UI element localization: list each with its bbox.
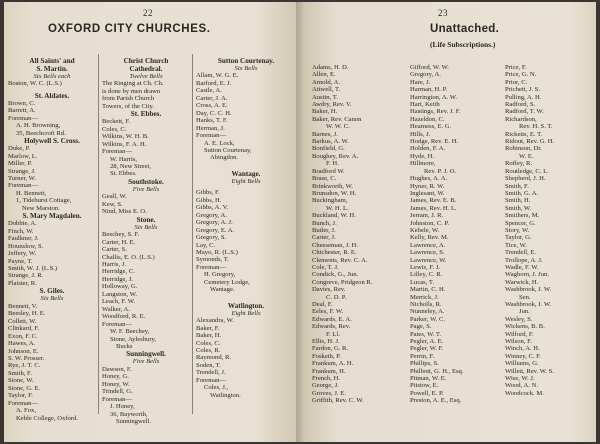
member-entry: Willett, Rev. W. S. [505,367,554,375]
member-entry: Philbott, G. H., Esq. [410,367,464,375]
member-entry: Wilford, F. [505,330,534,338]
left-page [4,2,300,442]
ringer-entry: H. Bennett, [16,189,47,197]
ringer-entry: Walker, A. [102,305,130,313]
member-entry: Pulling, A. H. [505,93,542,101]
ringer-entry: Castle, A. [196,87,222,95]
member-entry: Pitman, W. E. [410,375,447,383]
ringer-entry: Honey, G. [102,373,129,381]
church-heading: Sutton Courtenay. [217,57,275,65]
ringer-entry: Bucks [116,342,133,350]
ringer-entry: Coles, C. [196,339,221,347]
member-entry: Buckingham, [312,197,348,205]
member-entry: Trendell, E. [505,249,537,257]
member-entry: Martin, C. H. [410,286,446,294]
ringer-entry: Payne, T. [8,257,33,265]
ringer-entry: A. Fox, [16,407,36,415]
ringer-entry: Faulkner, J. [8,235,39,243]
ringer-entry: Herman, J. [196,124,225,132]
ringer-entry: Marlow, L. [8,152,38,160]
member-entry: James, Rev. E. B. [410,197,457,205]
member-entry: Baker, Rev. Canon [312,115,362,123]
ringer-entry: Stone, W. [8,377,34,385]
ringer-entry: Dawson, F. [102,365,132,373]
page-number: 22 [143,8,153,18]
ringer-entry: Boston, W. C. (L.S.) [8,80,62,88]
member-entry: Story, W. [505,226,530,234]
church-heading: Sunningwell. [126,350,166,359]
member-entry: Eeles, F. W. [312,308,344,316]
member-entry: Woodcock. M. [505,389,544,397]
member-entry: Ricketts, E. T. [505,130,543,138]
member-entry: Hare, J. [410,78,431,86]
ringer-entry: from Parish Church [102,95,155,103]
ringer-entry: Clinkard, F. [8,325,40,333]
member-entry: Harman, H. P. [410,86,448,94]
ringer-entry: Hounslow, S. [8,242,44,250]
member-entry: Hills, J. [410,130,431,138]
ringer-entry: Cross, A. E. [196,102,228,110]
ringer-entry: Holloway, G. [102,283,138,291]
church-heading: S. Mary Magdalen. [22,212,82,221]
member-entry: Congreve, Pridgeon R. [312,278,373,286]
member-entry: Pegler, A. E. [410,338,444,346]
ringer-entry: Beesley, H. E. [8,310,46,318]
member-entry: Waghorn, J. Jun. [505,271,549,279]
member-entry: Fosketh, P. [312,352,341,360]
bells-note: Six Bells [40,295,64,303]
column-divider [98,54,99,414]
ringer-entry: Duke, P. [8,145,31,153]
member-entry: Smith, F. [505,182,529,190]
member-entry: Edwards, E. A. [312,315,352,323]
ringer-entry: Beechey, S. F. [102,231,140,239]
ringer-entry: Strange, J. [8,167,36,175]
member-entry: Hastings, Rev. J. F. [410,108,461,116]
member-entry: Robinson, Dr. [505,145,542,153]
ringer-entry: is done by men drawn [102,87,161,95]
member-entry: Edwards, Rev. [312,323,351,331]
member-entry: Wesley, S. [505,315,533,323]
member-entry: Smith, H. [505,197,531,205]
church-heading: All Saints' and [29,57,75,65]
member-entry: French, H. [312,375,341,383]
ringer-entry: Wilkins, F. A. H. [102,140,147,148]
member-entry: Condick, G., Jun. [312,271,359,279]
bells-note: Six Bells [234,65,258,72]
ringer-entry: New Marston. [22,204,60,212]
ringer-entry: Strange, J. R. [8,272,44,280]
ringer-entry: Langston, W. [102,290,137,298]
ringer-entry: Carter, J. A. [196,94,228,102]
member-entry: Johnston, C. P. [410,219,450,227]
bells-note: Eight Bells [231,177,261,185]
ringer-entry: Foreman— [8,114,39,122]
member-entry: Trollope, A. J. [505,256,543,264]
ringer-entry: Towers, of the City. [102,102,155,110]
member-entry: C. D. P. [326,293,347,301]
ringer-entry: Brown, C. [8,99,36,107]
member-entry: Winch, A. H. [505,345,540,353]
ringer-entry: Coles, J., [204,384,229,392]
ringer-entry: Keble College, Oxford. [16,414,78,422]
ringer-entry: Woodford, R. E. [102,313,146,321]
member-entry: Hodge, Rev. E. H. [410,138,459,146]
ringer-entry: 35, Beechcroft Rd. [16,129,66,137]
ringer-entry: 28, New Street, [110,162,152,170]
ringer-entry: Harris, J. [102,260,126,268]
ringer-entry: Stone, Aylesbury, [110,335,157,343]
member-column-1 [312,64,400,405]
ringer-entry: Foreman— [8,182,39,190]
ringer-entry: Herridge, C. [102,268,135,276]
ringer-entry: Trindell, G. [102,388,133,396]
member-entry: Jerram, J. R. [410,212,444,220]
member-column-2 [410,64,500,405]
member-entry: Brunsdon, W. H. [312,189,357,197]
church-heading: Stone. [136,215,156,224]
member-entry: Williams, G. [505,360,539,368]
ringer-entry: Carter, S. [102,246,127,254]
member-column-3 [505,64,593,397]
bells-note: Five Bells [132,358,160,366]
ringer-entry: Foreman— [196,263,227,271]
ringer-entry: Carter, H. E. [102,238,136,246]
member-entry: Taylor, G. [505,234,532,242]
bells-note: Twelve Bells [129,73,163,80]
member-entry: Hazeldon, C. [410,115,445,123]
ringer-entry: Honey, W. [102,380,130,388]
ringer-entry: Baker, H. [196,332,222,340]
member-entry: W. H. L. [326,204,349,212]
ringer-entry: H. Gregory, [204,271,236,279]
ringer-entry: Turner, W. [8,174,36,182]
member-entry: James, Rev. H. L. [410,204,457,212]
member-entry: Price, G. N. [505,71,537,79]
member-entry: W. E. [519,152,534,160]
member-entry: Lawrence, S. [410,249,445,257]
member-entry: Roffey, R. [505,160,533,168]
right-page [300,2,596,442]
ringer-entry: Barford, E. J. [196,79,232,87]
member-entry: Shepherd, J. H. [505,175,546,183]
ringer-entry: S. W. Prosser. [8,354,45,362]
member-entry: Gifford, W. W. [410,64,449,71]
ringer-entry: Hawes, A. [8,340,36,348]
ringer-entry: Challis, E. O. (L.S.) [102,253,155,261]
member-entry: Wadle, F. W. [505,263,539,271]
member-entry: Butler, J. [312,226,336,234]
ringer-entry: Watlington. [210,391,241,399]
church-heading: St. Aldates. [34,91,70,100]
church-column-2 [102,57,190,425]
member-entry: Griffith, Rev. C. W. [312,397,364,405]
member-entry: Pates, W. T. [410,330,442,338]
ringer-entry: Gregory, A. J. [196,219,233,227]
church-heading: Watlington. [227,301,265,310]
bells-note: Six Bells each [33,73,71,80]
page-subtitle: (Life Subscriptions.) [430,40,496,49]
ringer-entry: Day, C. C. H. [196,109,232,117]
church-heading: Cathedral. [129,65,163,73]
ringer-entry: Sutton Courtenay, [204,146,252,154]
ringer-entry: Rye, J. T. C. [8,362,41,370]
ringer-entry: Nind, Miss E. O. [102,208,147,216]
member-entry: Cole, T. J. [312,263,339,271]
ringer-entry: Mayo, R. (L.S.) [196,248,238,256]
member-entry: Davies, Rev. [312,286,346,294]
ringer-entry: 36, Bayworth, [110,410,148,418]
ringer-entry: Foreman— [196,132,227,140]
church-heading: Holywell S. Cross. [24,137,80,146]
member-entry: Warwick, H. [505,278,539,286]
member-entry: Cheeseman, J. H. [312,241,358,249]
ringer-entry: Geall, W. [102,193,127,201]
member-entry: Nicholls, R. [410,301,442,308]
church-heading: Southstoke. [128,177,164,186]
member-entry: Pegler, W. F. [410,345,444,353]
ringer-entry: Foreman— [102,148,133,156]
member-entry: Fardon, G. R. [312,345,349,353]
ringer-entry: A. E. Lock, [204,139,235,147]
ringer-entry: J. Honey, [110,403,135,411]
ringer-entry: Gibbs, A. V. [196,204,229,212]
member-entry: Rev. P. J. O. [424,167,456,175]
ringer-entry: Smith, F. [8,369,32,377]
member-entry: F. Ll. [326,330,340,338]
member-entry: Awdry, Rev. V. [312,101,352,109]
ringer-entry: Barrett, A. [8,107,36,115]
member-entry: Spencer, G. [505,219,536,227]
member-entry: Wise, W. J. [505,375,535,383]
member-entry: Arnold, A. [312,78,341,86]
church-heading: St. Ebbes. [130,110,162,119]
member-entry: Powell, E. P. [410,389,444,397]
ringer-entry: Dobbie, A. [8,220,37,228]
ringer-entry: Gibbs, H. [196,196,222,204]
member-entry: Pitstow, E. [410,382,439,390]
member-entry: Smith, W. [505,204,532,212]
member-entry: Wood, A. N. [505,382,538,390]
member-entry: Barnes, J. [312,130,338,138]
member-entry: Baker, H. [312,108,338,116]
member-entry: Prior, C. [505,78,528,86]
ringer-entry: Finch, W. [8,227,34,235]
church-column-3 [196,57,296,399]
member-entry: Hyde, H. [410,152,434,160]
member-entry: Carter, J. [312,234,336,242]
member-entry: Brase, C. [312,175,337,183]
ringer-entry: Hanks, T. F. [196,117,228,125]
member-entry: Hughes, A. A. [410,175,448,183]
member-entry: Attwell, T. [312,86,341,94]
ringer-entry: Symonds, T. [196,256,229,264]
ringer-entry: Gregory, A. [196,211,227,219]
member-entry: Frankum, H. [312,367,346,375]
bells-note: Five Bells [132,185,160,193]
ringer-entry: Kew, S. [102,200,123,208]
member-entry: Price, F. [505,64,527,71]
member-entry: W. W. C. [326,123,350,131]
member-entry: Lewis, F. J. [410,263,441,271]
member-entry: Kelly, Rev. M. [410,234,449,242]
member-entry: Richardson, [505,115,537,123]
member-entry: F. H. [326,160,339,168]
member-entry: Allen, E. [312,71,336,79]
ringer-entry: Foreman— [102,395,133,403]
member-entry: Harrington, A. W. [410,93,458,101]
ringer-entry: Trendell, J. [196,369,226,377]
ringer-entry: Allam, W. G. E. [196,72,239,80]
ringer-entry: Gregory, E. A. [196,226,235,234]
bells-note: Eight Bells [231,309,261,317]
member-entry: Brinkworth, W. [312,182,353,190]
church-column-1 [8,57,96,422]
ringer-entry: Sunningwell. [116,418,151,426]
member-entry: Page, S. [410,323,432,331]
ringer-entry: Bennett, V. [8,302,38,310]
member-entry: Winney, C. F. [505,352,541,360]
bells-note: Six Bells [134,223,158,231]
member-entry: Bradford W. [312,167,345,175]
ringer-entry: W. F. Beechey, [110,328,150,336]
ringer-entry: Stone, G. E. [8,384,41,392]
member-entry: Adams, H. D. [312,64,349,71]
ringer-entry: 1, Tidehurst Cottage, [16,197,72,205]
ringer-entry: Coles, C. [102,125,127,133]
ringer-entry: Miller, P. [8,160,33,168]
member-entry: Washbrook, J. W. [505,286,552,294]
member-entry: Radford, S. [505,101,536,109]
member-entry: Rev. H. S. T. [519,123,553,131]
member-entry: Smith, G. A. [505,189,539,197]
member-entry: Buckland, W. H. [312,212,356,220]
ringer-entry: Collett, W. [8,317,37,325]
ringer-entry: Herridge, J. [102,275,133,283]
ringer-entry: Abingdon. [210,154,239,162]
ringer-entry: St. Ebbes. [110,170,137,178]
member-entry: Barkus, A. W. [312,138,349,146]
member-entry: Boughey, Rev. A. [312,152,359,160]
book-spread [4,2,596,442]
church-heading: Wantage. [231,169,261,178]
member-entry: Jun. [519,308,530,316]
member-entry: Bunch, J. [312,219,337,227]
page-number: 23 [438,8,448,18]
member-entry: Radford, T. W. [505,108,544,116]
member-entry: Gregory, A. [410,71,441,79]
member-entry: Hearness, E. G. [410,123,452,131]
ringer-entry: Wilkins, W. H. B. [102,133,149,141]
member-entry: Ellis, H. J. [312,338,340,346]
ringer-entry: Raymond, R. [196,354,231,362]
member-entry: Lawrence, W. [410,256,447,264]
member-entry: Hart, Keith [410,101,440,109]
ringer-entry: Gregory, S. [196,234,227,242]
church-heading: Christ Church [123,57,169,65]
ringer-entry: Johnson, E. [8,347,39,355]
ringer-entry: Cemetery Lodge, [204,278,250,286]
member-entry: Sen. [519,293,531,301]
ringer-entry: Alexandra, W. [196,317,234,325]
member-entry: Bonfield, G. [312,145,345,153]
member-entry: Clements, Rev. C. A. [312,256,368,264]
member-entry: Washbrook, J. W. [505,301,552,308]
member-entry: Austin, T. [312,93,338,101]
member-entry: Frankum, A. H. [312,360,354,368]
church-heading: S. Giles. [39,287,65,296]
member-entry: Deal, F. [312,301,333,308]
member-entry: Holden, F. A. [410,145,446,153]
member-entry: Kebele, W. [410,226,440,234]
member-entry: Preston, A. E., Esq. [410,397,462,405]
member-entry: Prichett, J. S. [505,86,540,94]
ringer-entry: Baker, F. [196,324,220,332]
member-entry: Inglesant, W. [410,189,445,197]
member-entry: Perrin, F. [410,352,435,360]
ringer-entry: Soden, T. [196,361,221,369]
page-title: OXFORD CITY CHURCHES. [48,23,211,35]
member-entry: Lucas, T. [410,278,435,286]
member-entry: Lilley, C. R. [410,271,443,279]
member-entry: Ridout, Rev. G. H. [505,138,555,146]
ringer-entry: Exon, F. C. [8,332,38,340]
ringer-entry: Foreman— [8,399,39,407]
member-entry: George, J. [312,382,339,390]
ringer-entry: Smith, W. J. (L.S.) [8,264,58,272]
member-entry: Phillips, S. [410,360,439,368]
member-entry: Hyner, R. W. [410,182,445,190]
ringer-entry: Taylor, F. [8,392,33,400]
ringer-entry: Plaister, R. [8,279,37,287]
ringer-entry: Wantage. [210,286,235,294]
member-entry: Wickens, B. B. [505,323,545,331]
member-entry: Groves, J. E. [312,389,346,397]
member-entry: Lawrence, A. [410,241,446,249]
ringer-entry: Jeffery, W. [8,250,37,258]
column-divider [192,54,193,414]
ringer-entry: Beckett, F. [102,118,131,126]
member-entry: Tice, W. [505,241,527,249]
ringer-entry: Foreman— [196,376,227,384]
member-entry: Parker, W. C. [410,315,446,323]
member-entry: Merrick, J. [410,293,439,301]
ringer-entry: Lay, C. [196,241,216,249]
ringer-entry: Foreman— [102,320,133,328]
church-heading: S. Martin. [36,65,68,73]
ringer-entry: Gibbs, F. [196,189,220,197]
ringer-entry: Coles, R. [196,346,221,354]
ringer-entry: A. H. Browning, [16,122,61,130]
member-entry: Routledge, C. L. [505,167,549,175]
member-entry: Chichester, R. E. [312,249,357,257]
member-entry: Nunneley, A. [410,308,445,316]
member-entry: Smithers, M. [505,212,540,220]
member-entry: Wilson, F. [505,338,532,346]
ringer-entry: W. Harris, [110,155,138,163]
ringer-entry: Leach, F. W. [102,298,135,306]
ringer-entry: The Ringing at Ch. Ch. [102,80,164,88]
page-title: Unattached. [430,23,500,35]
member-entry: Hillmore, [410,160,436,168]
